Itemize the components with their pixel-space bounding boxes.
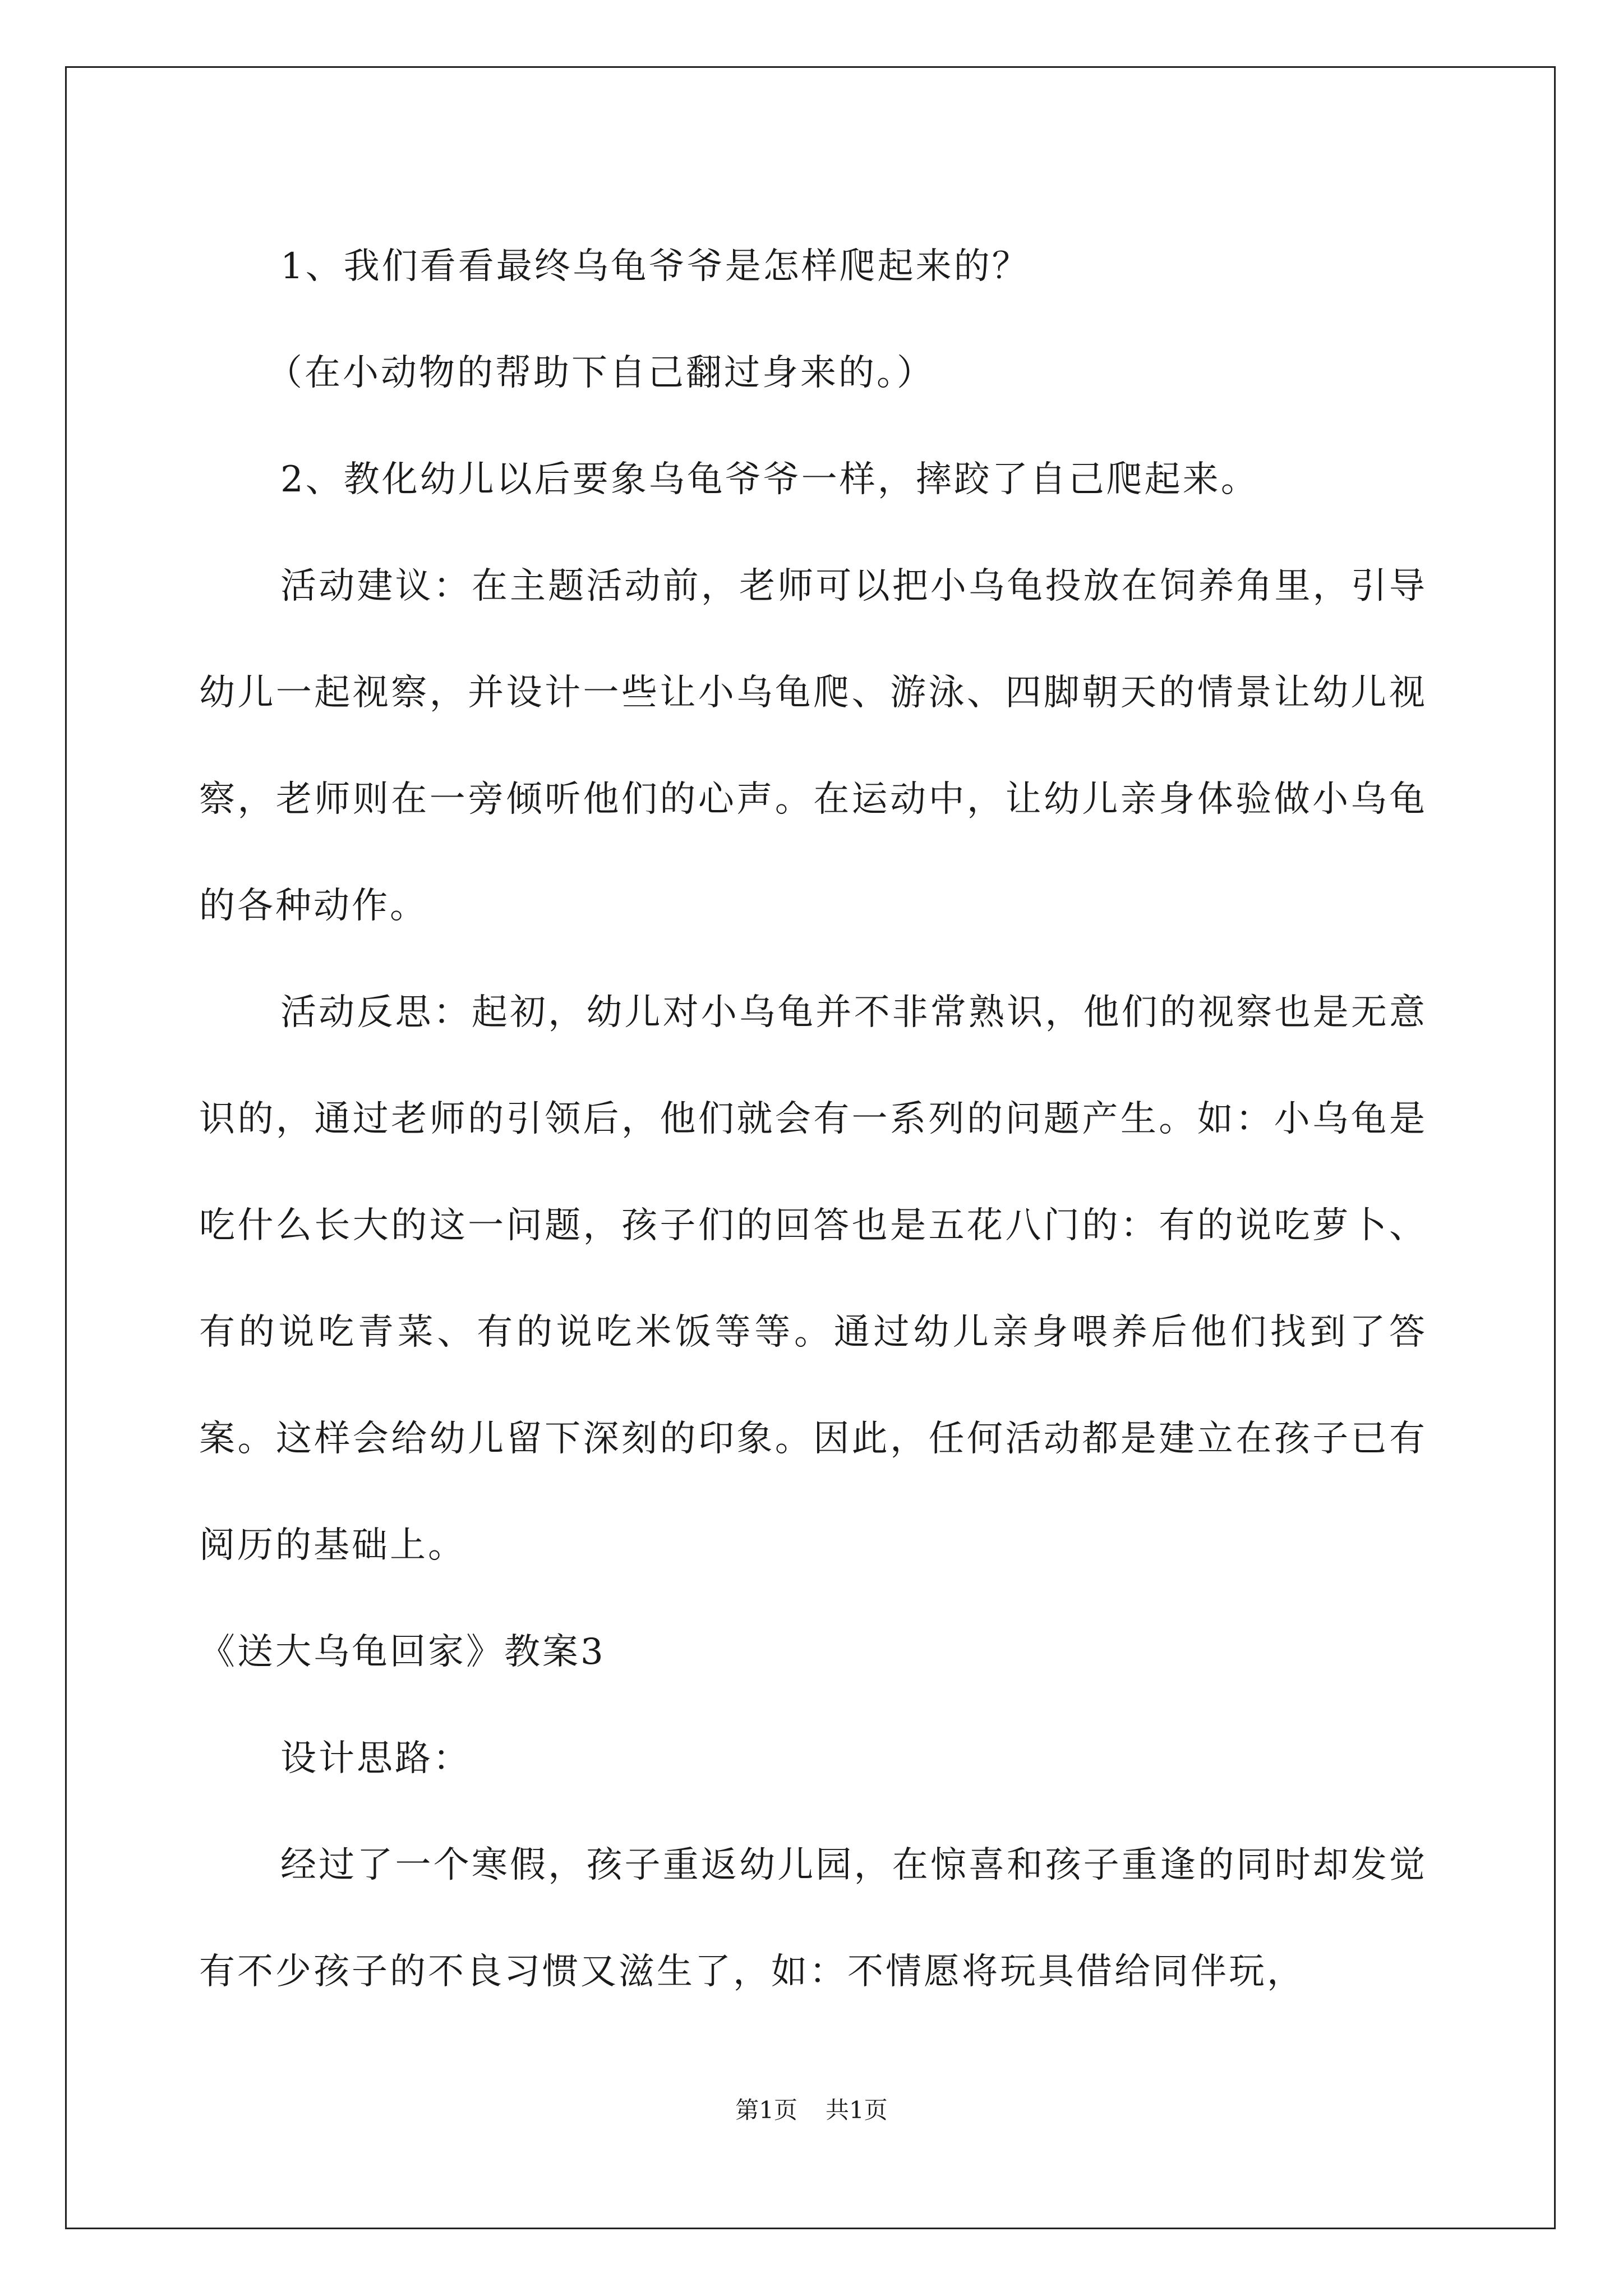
section-heading: 《送大乌龟回家》教案3 — [199, 1631, 606, 1673]
paragraph: 经过了一个寒假，孩子重返幼儿园，在惊喜和孩子重逢的同时却发觉有不少孩子的不良习惯又滋生了，如：不情愿将玩具借给同伴玩， — [199, 1844, 1427, 1993]
page-total: 共1页 — [826, 2096, 888, 2124]
paragraph: 2、教化幼儿以后要象乌龟爷爷一样，摔跤了自己爬起来。 — [280, 459, 1259, 500]
paragraph: 活动建议：在主题活动前，老师可以把小乌龟投放在饲养角里，引导幼儿一起视察，并设计一些让小乌龟爬、游泳、四脚朝天的情景让幼儿视察，老师则在一旁倾听他们的心声。在运动中，让幼儿亲身体验做小乌龟的各种动作。 — [199, 565, 1427, 927]
paragraph: 1、我们看看最终乌龟爷爷是怎样爬起来的？ — [280, 246, 1030, 287]
paragraph: 活动反思：起初，幼儿对小乌龟并不非常熟识，他们的视察也是无意识的，通过老师的引领后，他们就会有一系列的问题产生。如：小乌龟是吃什么长大的这一问题，孩子们的回答也是五花八门的：有的说吃萝卜、有的说吃青菜、有的说吃米饭等等。通过幼儿亲身喂养后他们找到了答案。这样会给幼儿留下深刻的印象。因此，任何活动都是建立在孩子已有阅历的基础上。 — [199, 992, 1427, 1566]
page-number: 第1页 — [735, 2096, 797, 2124]
document-body — [199, 213, 1427, 2025]
paragraph: （在小动物的帮助下自己翻过身来的。） — [266, 352, 935, 394]
paragraph: 设计思路： — [280, 1738, 471, 1779]
page-footer — [0, 2093, 1623, 2127]
